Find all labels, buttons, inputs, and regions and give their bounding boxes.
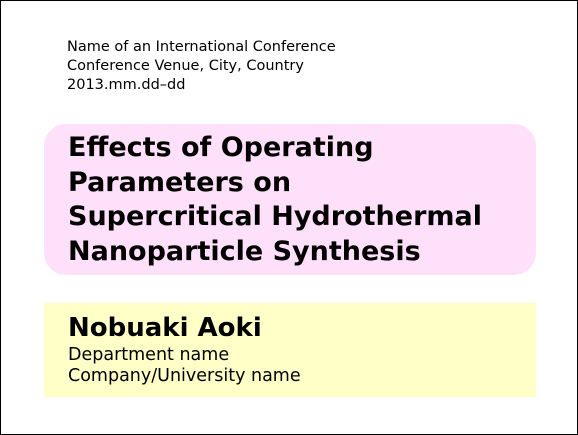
conference-venue: Conference Venue, City, Country [67,58,304,74]
author-organization: Company/University name [68,366,301,386]
conference-date: 2013.mm.dd–dd [67,77,186,93]
title-line-3: Supercritical Hydrothermal [68,201,482,232]
title-box [44,124,536,275]
title-line-2: Parameters on [68,166,292,198]
author-department: Department name [68,345,230,365]
author-name: Nobuaki Aoki [68,313,262,343]
title-line-4: Nanoparticle Synthesis [68,235,421,267]
conference-name: Name of an International Conference [67,39,336,55]
title-line-1: Effects of Operating [68,132,374,163]
author-box [44,303,536,397]
conference-info [67,38,336,95]
